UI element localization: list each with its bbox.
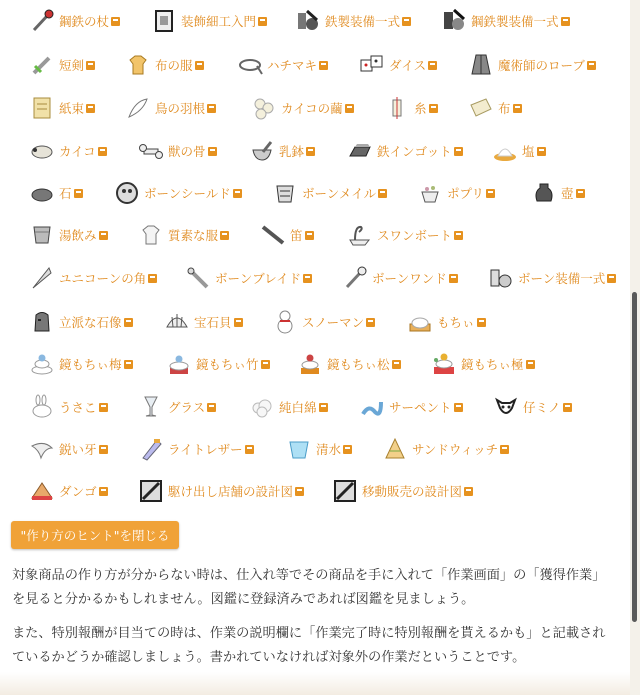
- book-icon: [149, 6, 179, 36]
- dictionary-badge-icon: [319, 61, 328, 70]
- kagami-mochi-kiwami-icon: [429, 349, 459, 379]
- item-link[interactable]: [149, 0, 267, 42]
- dictionary-badge-icon: [561, 17, 570, 26]
- snowman-icon: [270, 307, 300, 337]
- item-link[interactable]: [270, 172, 387, 214]
- silkworm-icon: [27, 136, 57, 166]
- item-link[interactable]: [429, 343, 535, 385]
- item-label: ポプリ: [447, 186, 485, 201]
- swan-boat-icon: [345, 220, 375, 250]
- dictionary-badge-icon: [319, 403, 328, 412]
- hint-line: ているかどうか確認しましょう。書かれていなければ対象外の作業だということです。: [12, 650, 526, 665]
- blueprint-icon: [330, 476, 360, 506]
- item-label: スワンボート: [377, 228, 453, 243]
- iron-equipment-icon: [293, 6, 323, 36]
- item-link[interactable]: [27, 44, 95, 86]
- item-link[interactable]: [136, 470, 304, 512]
- item-link[interactable]: [415, 172, 495, 214]
- cocoon-icon: [249, 93, 279, 123]
- item-link[interactable]: [380, 428, 509, 470]
- item-label: 純白綿: [279, 400, 317, 415]
- dictionary-badge-icon: [477, 318, 486, 327]
- item-label: ボーンブレイド: [215, 271, 302, 286]
- dictionary-badge-icon: [86, 104, 95, 113]
- item-label: 塩: [522, 144, 535, 159]
- dictionary-badge-icon: [306, 147, 315, 156]
- item-link[interactable]: [293, 0, 411, 42]
- dictionary-badge-icon: [295, 487, 304, 496]
- hint-line: を見ると分かるかもしれません。図鑑に登録済みであれば図鑑を見ましょう。: [12, 592, 475, 607]
- iron-ingot-icon: [345, 136, 375, 166]
- item-label: もちぃ: [437, 315, 475, 330]
- headband-icon: [235, 50, 265, 80]
- item-label: ライトレザー: [168, 442, 243, 457]
- dictionary-badge-icon: [454, 147, 463, 156]
- item-link[interactable]: [357, 44, 437, 86]
- item-label: 鏡もちぃ松: [327, 357, 390, 372]
- dice-icon: [357, 50, 387, 80]
- item-link[interactable]: [136, 386, 216, 428]
- item-label: 獣の骨: [168, 144, 206, 159]
- dictionary-badge-icon: [258, 17, 267, 26]
- serpent-icon: [357, 392, 387, 422]
- dictionary-badge-icon: [366, 318, 375, 327]
- item-link[interactable]: [258, 214, 314, 256]
- item-label: 鏡もちぃ竹: [196, 357, 259, 372]
- item-label: 布の服: [155, 58, 193, 73]
- item-label: 鋼鉄製装備一式: [471, 14, 559, 29]
- item-row: [0, 172, 630, 214]
- dictionary-badge-icon: [537, 147, 546, 156]
- flute-icon: [258, 220, 288, 250]
- close-hint-button[interactable]: "作り方のヒント"を閉じる: [11, 521, 179, 549]
- item-link[interactable]: [491, 386, 572, 428]
- item-label: スノーマン: [302, 315, 365, 330]
- item-label: うさこ: [59, 400, 97, 415]
- item-link[interactable]: [27, 428, 108, 470]
- robe-icon: [466, 50, 496, 80]
- dictionary-badge-icon: [74, 189, 83, 198]
- shell-icon: [162, 307, 192, 337]
- dictionary-badge-icon: [148, 274, 157, 283]
- bone-blade-icon: [183, 263, 213, 293]
- item-link[interactable]: [284, 428, 352, 470]
- dictionary-badge-icon: [378, 189, 387, 198]
- item-link[interactable]: [247, 130, 315, 172]
- hint-paragraph-1: [12, 564, 624, 612]
- dictionary-badge-icon: [587, 61, 596, 70]
- item-label: 壺: [561, 186, 574, 201]
- item-label: サンドウィッチ: [412, 442, 499, 457]
- dictionary-badge-icon: [234, 318, 243, 327]
- dictionary-badge-icon: [261, 360, 270, 369]
- dictionary-badge-icon: [99, 487, 108, 496]
- cloth-icon: [466, 93, 496, 123]
- plain-shirt-icon: [136, 220, 166, 250]
- item-link[interactable]: [136, 428, 254, 470]
- item-label: ボーンワンド: [372, 271, 447, 286]
- dictionary-badge-icon: [98, 147, 107, 156]
- dictionary-badge-icon: [195, 61, 204, 70]
- item-row: [0, 87, 630, 129]
- item-link[interactable]: [162, 301, 243, 343]
- dictionary-badge-icon: [464, 487, 473, 496]
- mortar-icon: [247, 136, 277, 166]
- item-link[interactable]: [123, 44, 204, 86]
- item-link[interactable]: [357, 386, 463, 428]
- unicorn-horn-icon: [27, 263, 57, 293]
- dictionary-badge-icon: [208, 147, 217, 156]
- sandwich-icon: [380, 434, 410, 464]
- bone-mail-icon: [270, 178, 300, 208]
- item-label: ダイス: [389, 58, 427, 73]
- item-label: カイコの繭: [281, 101, 343, 116]
- item-label: カイコ: [59, 144, 96, 159]
- item-row: [0, 428, 630, 470]
- item-link[interactable]: [164, 343, 270, 385]
- item-label: 鉄製装備一式: [325, 14, 401, 29]
- bone-icon: [136, 136, 166, 166]
- glass-icon: [136, 392, 166, 422]
- item-label: 清水: [316, 442, 342, 457]
- dictionary-badge-icon: [245, 445, 254, 454]
- item-link[interactable]: [295, 343, 401, 385]
- rabbit-icon: [27, 392, 57, 422]
- item-label: 移動販売の設計図: [362, 484, 463, 499]
- item-link[interactable]: [27, 343, 133, 385]
- dictionary-badge-icon: [449, 274, 458, 283]
- dictionary-badge-icon: [454, 403, 463, 412]
- dictionary-badge-icon: [303, 274, 312, 283]
- item-label: ユニコーンの角: [59, 271, 147, 286]
- pot-icon: [529, 178, 559, 208]
- dictionary-badge-icon: [392, 360, 401, 369]
- item-link[interactable]: [27, 130, 107, 172]
- item-link[interactable]: [27, 172, 83, 214]
- item-link[interactable]: [340, 257, 458, 299]
- item-link[interactable]: [405, 301, 486, 343]
- item-label: ダンゴ: [59, 484, 97, 499]
- dictionary-badge-icon: [207, 104, 216, 113]
- item-label: 質素な服: [168, 228, 219, 243]
- light-leather-icon: [136, 434, 166, 464]
- item-link[interactable]: [466, 44, 596, 86]
- dagger-icon: [27, 50, 57, 80]
- item-row: [0, 214, 630, 256]
- dictionary-badge-icon: [99, 403, 108, 412]
- item-row: [0, 0, 630, 42]
- item-label: 宝石貝: [194, 315, 232, 330]
- item-label: 石: [59, 186, 72, 201]
- item-row: [0, 130, 630, 172]
- item-label: 駆け出し店舗の設計図: [168, 484, 294, 499]
- item-label: 鳥の羽根: [155, 101, 206, 116]
- hint-paragraph-2: [12, 622, 624, 670]
- item-link[interactable]: [27, 257, 157, 299]
- item-label: 乳鉢: [279, 144, 305, 159]
- kagami-mochi-ume-icon: [27, 349, 57, 379]
- item-link[interactable]: [27, 87, 95, 129]
- dictionary-badge-icon: [428, 61, 437, 70]
- scrollbar-thumb[interactable]: [632, 292, 637, 622]
- item-link[interactable]: [27, 386, 108, 428]
- item-label: 鉄インゴット: [377, 144, 452, 159]
- potpourri-icon: [415, 178, 445, 208]
- fang-icon: [27, 434, 57, 464]
- dictionary-badge-icon: [576, 189, 585, 198]
- hint-line: また、特別報酬が目当ての時は、作業の説明欄に「作業完了時に特別報酬を貰えるかも」と記載され: [12, 626, 606, 641]
- stone-statue-icon: [27, 307, 57, 337]
- dictionary-badge-icon: [233, 189, 242, 198]
- dictionary-badge-icon: [220, 231, 229, 240]
- item-row: [0, 301, 630, 343]
- dictionary-badge-icon: [607, 274, 616, 283]
- item-label: 立派な石像: [59, 315, 122, 330]
- dictionary-badge-icon: [99, 231, 108, 240]
- item-label: 魔術師のローブ: [498, 58, 585, 73]
- dictionary-badge-icon: [402, 17, 411, 26]
- item-link[interactable]: [136, 214, 229, 256]
- item-link[interactable]: [345, 130, 463, 172]
- item-link[interactable]: [27, 214, 108, 256]
- paper-bundle-icon: [27, 93, 57, 123]
- steel-equipment-icon: [439, 6, 469, 36]
- item-link[interactable]: [183, 257, 312, 299]
- dictionary-badge-icon: [124, 318, 133, 327]
- kagami-mochi-take-icon: [164, 349, 194, 379]
- cotton-icon: [247, 392, 277, 422]
- dango-icon: [27, 476, 57, 506]
- item-link[interactable]: [345, 214, 463, 256]
- salt-icon: [490, 136, 520, 166]
- item-label: 鋭い牙: [59, 442, 97, 457]
- item-label: 笛: [290, 228, 303, 243]
- item-row: [0, 386, 630, 428]
- dictionary-badge-icon: [526, 360, 535, 369]
- item-label: ボーンメイル: [302, 186, 377, 201]
- item-link[interactable]: [270, 301, 375, 343]
- dictionary-badge-icon: [86, 61, 95, 70]
- item-link[interactable]: [123, 87, 216, 129]
- feather-icon: [123, 93, 153, 123]
- item-link[interactable]: [382, 87, 438, 129]
- dictionary-badge-icon: [124, 360, 133, 369]
- dictionary-badge-icon: [513, 104, 522, 113]
- item-link[interactable]: [27, 470, 108, 512]
- hint-line: 対象商品の作り方が分からない時は、仕入れ等でその商品を手に入れて「作業画面」の「獲得作業」: [12, 568, 606, 583]
- item-link[interactable]: [490, 130, 546, 172]
- mochi-icon: [405, 307, 435, 337]
- item-row: [0, 470, 630, 512]
- dictionary-badge-icon: [429, 104, 438, 113]
- item-label: 鏡もちぃ極: [461, 357, 524, 372]
- item-row: [0, 44, 630, 86]
- dictionary-badge-icon: [454, 231, 463, 240]
- item-label: 鋼鉄の杖: [59, 14, 110, 29]
- item-link[interactable]: [235, 44, 328, 86]
- item-row: [0, 343, 630, 385]
- item-label: 鏡もちぃ梅: [59, 357, 122, 372]
- kagami-mochi-matsu-icon: [295, 349, 325, 379]
- steel-staff-icon: [27, 6, 57, 36]
- dictionary-badge-icon: [486, 189, 495, 198]
- dictionary-badge-icon: [111, 17, 120, 26]
- item-label: 紙束: [59, 101, 85, 116]
- item-label: グラス: [168, 400, 206, 415]
- item-label: ハチマキ: [267, 58, 318, 73]
- dictionary-badge-icon: [345, 104, 354, 113]
- cloth-shirt-icon: [123, 50, 153, 80]
- dictionary-badge-icon: [563, 403, 572, 412]
- dictionary-badge-icon: [343, 445, 352, 454]
- item-label: ボーン装備一式: [518, 271, 606, 286]
- item-link[interactable]: [136, 130, 217, 172]
- item-link[interactable]: [249, 87, 354, 129]
- item-label: 短剣: [59, 58, 85, 73]
- item-link[interactable]: [27, 301, 133, 343]
- thread-icon: [382, 93, 412, 123]
- item-link[interactable]: [112, 172, 242, 214]
- dictionary-badge-icon: [305, 231, 314, 240]
- bone-wand-icon: [340, 263, 370, 293]
- item-label: 布: [498, 101, 511, 116]
- item-label: 湯飲み: [59, 228, 97, 243]
- item-label: 仔ミノ: [523, 400, 561, 415]
- item-link[interactable]: [330, 470, 473, 512]
- item-link[interactable]: [466, 87, 522, 129]
- dictionary-badge-icon: [99, 445, 108, 454]
- item-link[interactable]: [247, 386, 328, 428]
- teacup-icon: [27, 220, 57, 250]
- dictionary-badge-icon: [207, 403, 216, 412]
- calf-icon: [491, 392, 521, 422]
- water-icon: [284, 434, 314, 464]
- bottom-fade: [0, 672, 630, 695]
- dictionary-badge-icon: [500, 445, 509, 454]
- item-label: 装飾細工入門: [181, 14, 257, 29]
- blueprint-icon: [136, 476, 166, 506]
- bone-shield-icon: [112, 178, 142, 208]
- stone-icon: [27, 178, 57, 208]
- item-link[interactable]: [486, 257, 616, 299]
- bone-equipment-icon: [486, 263, 516, 293]
- item-link[interactable]: [27, 0, 120, 42]
- item-row: [0, 257, 630, 299]
- item-link[interactable]: [439, 0, 570, 42]
- item-label: サーペント: [389, 400, 452, 415]
- item-link[interactable]: [529, 172, 585, 214]
- item-label: ボーンシールド: [144, 186, 231, 201]
- item-label: 糸: [414, 101, 427, 116]
